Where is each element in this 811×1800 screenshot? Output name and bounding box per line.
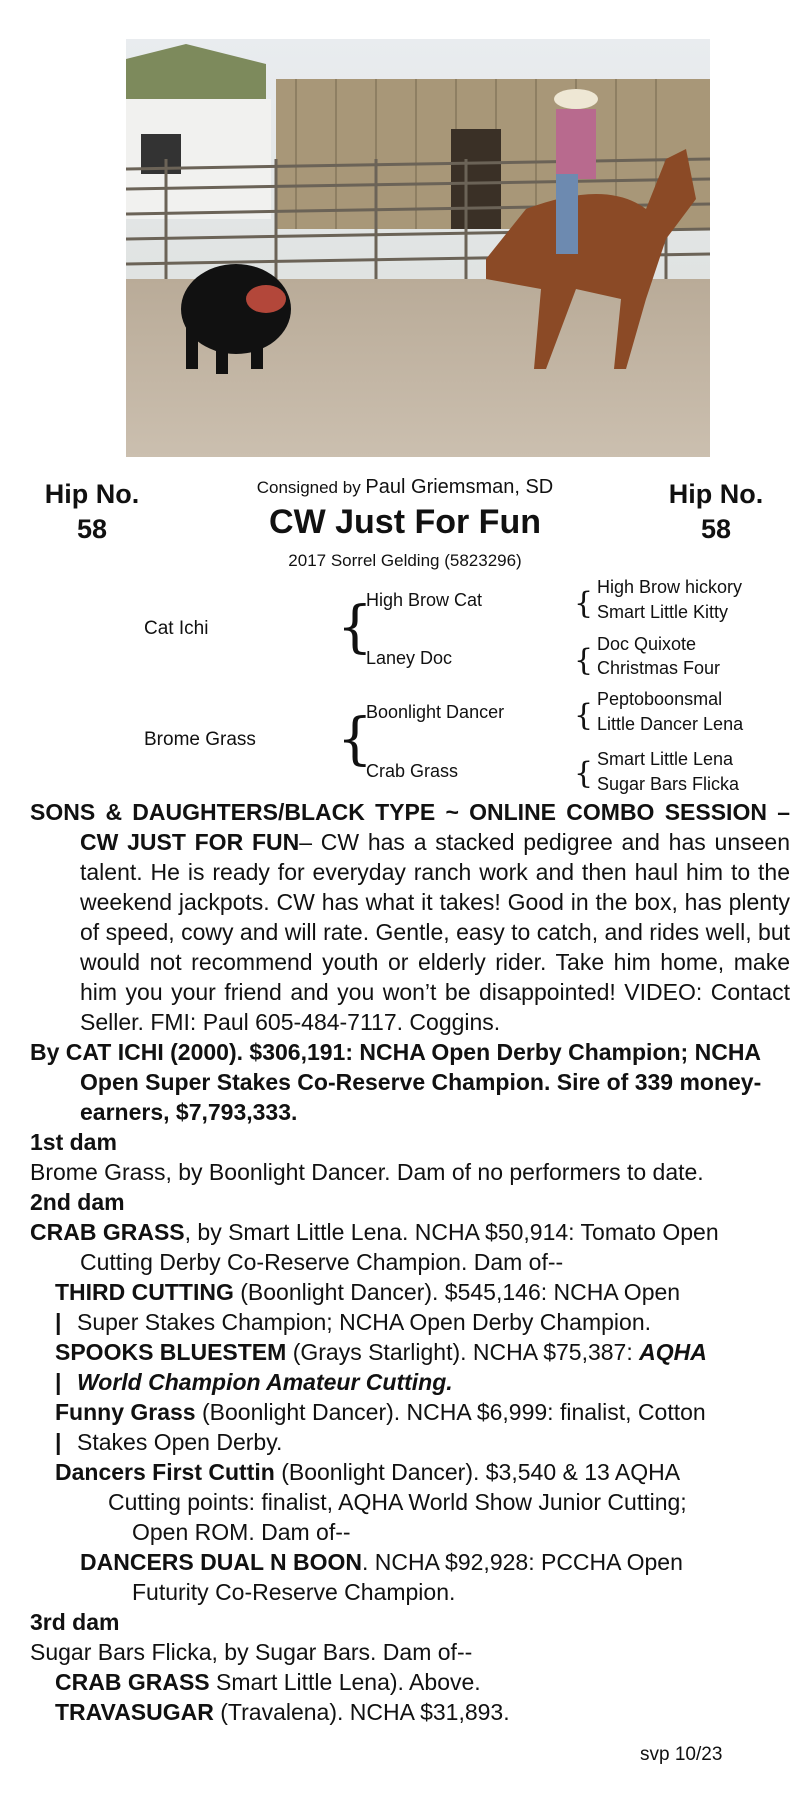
pedigree-brace: { (574, 643, 594, 678)
first-dam-heading: 1st dam (30, 1129, 117, 1155)
consignor: Paul Griemsman, SD (365, 476, 554, 498)
produce-text: (Grays Starlight). NCHA $75,387: (286, 1339, 640, 1365)
pedigree-g8: Sugar Bars Flicka (597, 774, 740, 794)
produce-continuation: Cutting points: finalist, AQHA World Show Junior Cutting; (108, 1489, 687, 1515)
produce-crab-grass (30, 1667, 790, 1697)
pedigree-brace: { (337, 707, 373, 772)
horse-description: 2017 Sorrel Gelding (5823296) (288, 551, 522, 570)
produce-third-cutting (30, 1277, 790, 1307)
produce-name: DANCERS DUAL N BOON (80, 1549, 362, 1575)
pedigree-dam-dam: Crab Grass (366, 761, 459, 781)
black-type-bar: | (55, 1309, 62, 1335)
pedigree-dam-sire: Boonlight Dancer (366, 702, 505, 722)
pedigree-g1: High Brow hickory (597, 577, 743, 597)
pedigree-sire: Cat Ichi (144, 618, 209, 639)
hip-number: 58 (76, 514, 108, 544)
produce-text: (Travalena). NCHA $31,893. (213, 1699, 510, 1725)
hip-number-left (22, 477, 162, 547)
produce-dancers-dual-n-boon (30, 1547, 790, 1577)
pedigree-g7: Smart Little Lena (597, 749, 734, 769)
produce-name: Funny Grass (55, 1399, 196, 1425)
hip-label: Hip No. (668, 479, 764, 509)
pedigree-g5: Peptoboonsmal (597, 689, 723, 709)
pedigree-brace: { (337, 595, 373, 660)
second-dam-text: , by Smart Little Lena. NCHA $50,914: Tomato Open Cutting Derby Co-Reserve Champion. Dam of-- (80, 1219, 719, 1275)
catalog-body (30, 797, 790, 1727)
pedigree-g6: Little Dancer Lena (597, 714, 744, 734)
produce-text: Stakes Open Derby. (77, 1429, 283, 1455)
hip-label: Hip No. (44, 479, 140, 509)
first-dam-text: Brome Grass, by Boonlight Dancer. Dam of no performers to date. (30, 1159, 704, 1185)
produce-continuation (30, 1367, 790, 1397)
horse-name: CW Just For Fun (269, 503, 541, 541)
produce-text: . NCHA $92,928: PCCHA Open (361, 1549, 683, 1575)
sire-record: By CAT ICHI (2000). $306,191: NCHA Open Derby Champion; NCHA Open Super Stakes Co-Reserve Champion. Sire of 339 money-earners, $7,793,333. (30, 1039, 762, 1125)
produce-award: World Champion Amateur Cutting. (77, 1369, 453, 1395)
produce-name: THIRD CUTTING (55, 1279, 234, 1305)
hip-number: 58 (700, 514, 732, 544)
footer-code: svp 10/23 (640, 1744, 723, 1765)
produce-dancers-first-cuttin (30, 1457, 790, 1487)
intro-text: – CW has a stacked pedigree and has unseen talent. He is ready for everyday ranch work and then haul him to the weekend jackpots. CW has what it takes! Good in the box, has plenty of speed, cowy and will rate. Gentle, easy to catch, and rides well, but would not recommend youth or elderly rider. Take him home, make him you your friend and you won’t be disappointed! VIDEO: Contact Seller. FMI: Paul 605-484-7117. Coggins. (80, 829, 790, 1035)
produce-text: Smart Little Lena). Above. (209, 1669, 481, 1695)
produce-name: TRAVASUGAR (55, 1699, 214, 1725)
black-type-bar: | (55, 1429, 62, 1455)
produce-continuation: Open ROM. Dam of-- (132, 1519, 351, 1545)
third-dam-text: Sugar Bars Flicka, by Sugar Bars. Dam of-- (30, 1639, 473, 1665)
third-dam-heading: 3rd dam (30, 1609, 120, 1635)
pedigree-brace: { (574, 756, 594, 791)
produce-name: Dancers First Cuttin (55, 1459, 275, 1485)
second-dam-heading: 2nd dam (30, 1189, 125, 1215)
consigned-by (200, 476, 610, 499)
consigned-prefix: Consigned by (256, 478, 366, 497)
intro-paragraph (30, 797, 790, 1037)
produce-travasugar (30, 1697, 790, 1727)
pedigree-sire-sire: High Brow Cat (366, 590, 483, 610)
produce-continuation (30, 1427, 790, 1457)
produce-name: CRAB GRASS (55, 1669, 210, 1695)
pedigree-g4: Christmas Four (597, 658, 721, 678)
second-dam-name: CRAB GRASS (30, 1219, 185, 1245)
intro-heading: SONS & DAUGHTERS/BLACK TYPE ~ ONLINE COMBO SESSION – CW JUST FOR FUN (30, 799, 790, 855)
second-dam-paragraph (30, 1217, 790, 1277)
produce-text: (Boonlight Dancer). $545,146: NCHA Open (233, 1279, 681, 1305)
pedigree-brace: { (574, 586, 594, 621)
pedigree-sire-dam: Laney Doc (366, 648, 453, 668)
produce-funny-grass (30, 1397, 790, 1427)
hip-number-right (646, 477, 786, 547)
produce-text: (Boonlight Dancer). NCHA $6,999: finalist, Cotton (195, 1399, 706, 1425)
produce-continuation (30, 1307, 790, 1337)
produce-continuation: Futurity Co-Reserve Champion. (132, 1579, 456, 1605)
produce-text: Super Stakes Champion; NCHA Open Derby Champion. (77, 1309, 652, 1335)
pedigree-dam: Brome Grass (144, 729, 256, 750)
horse-photo (126, 39, 710, 457)
black-type-bar: | (55, 1369, 62, 1395)
produce-text: (Boonlight Dancer). $3,540 & 13 AQHA (274, 1459, 681, 1485)
pedigree-brace: { (574, 698, 594, 733)
produce-award: AQHA (639, 1339, 707, 1365)
produce-name: SPOOKS BLUESTEM (55, 1339, 287, 1365)
pedigree-g3: Doc Quixote (597, 634, 697, 654)
pedigree-g2: Smart Little Kitty (597, 602, 729, 622)
produce-spooks-bluestem (30, 1337, 790, 1367)
